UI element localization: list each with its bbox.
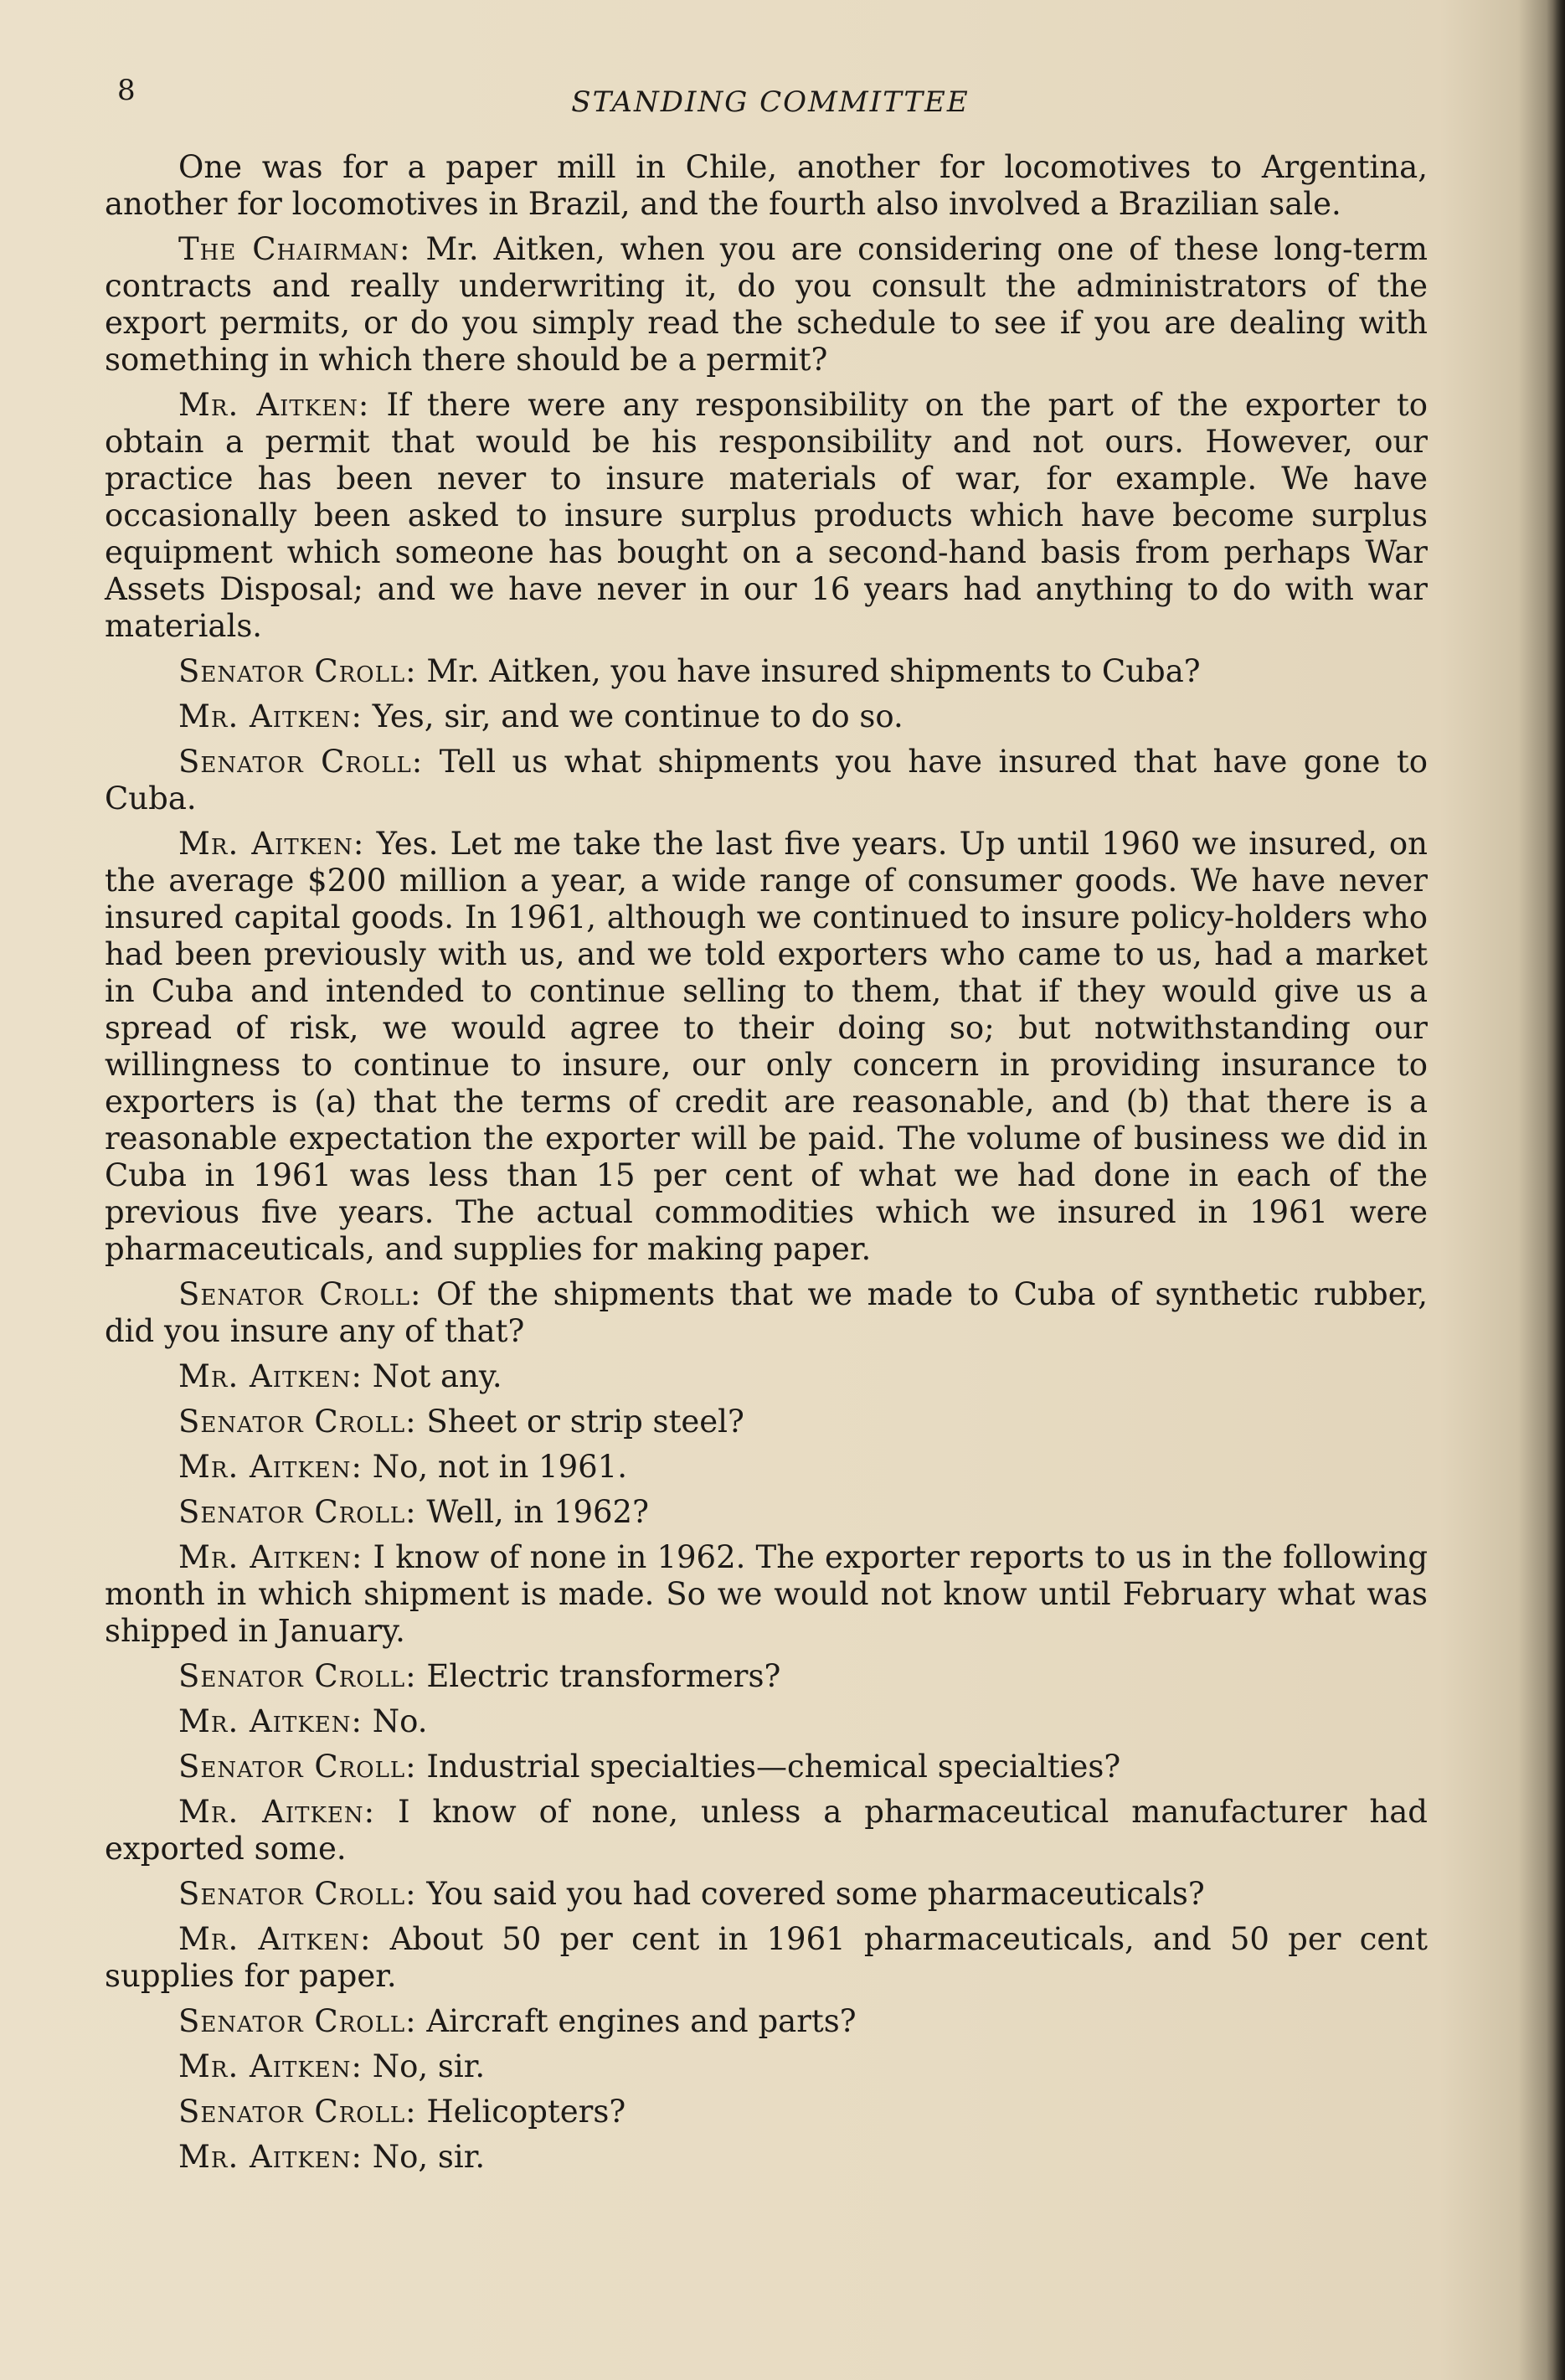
paragraph (105, 2094, 1428, 2130)
paragraph (105, 149, 1428, 223)
speaker-label: Mr. Aitken: (178, 826, 365, 862)
paragraph (105, 1358, 1428, 1395)
paragraph-text: Electric transformers? (426, 1658, 781, 1694)
paragraph (105, 1449, 1428, 1486)
speaker-label: Mr. Aitken: (178, 1921, 372, 1957)
paragraph-text: Sheet or strip steel? (426, 1404, 744, 1440)
speaker-label: Senator Croll: (178, 1749, 417, 1785)
paragraph-text: If there were any responsibility on the part of the exporter to obtain a permit that would be his responsibility and not ours. However, our practice has been never to insure materials of war, for example. We have occasionally been asked to insure surplus products which have become surplus equipment which someone has bought on a second-hand basis from perhaps War Assets Disposal; and we have never in our 16 years had anything to do with war materials. (105, 387, 1429, 644)
paragraph-text: Helicopters? (426, 2094, 626, 2130)
paragraph-text: No, sir. (372, 2139, 486, 2175)
speaker-label: Senator Croll: (178, 1876, 417, 1912)
speaker-label: Mr. Aitken: (178, 387, 370, 423)
paragraph-text: No. (372, 1703, 428, 1739)
speaker-label: Senator Croll: (178, 1494, 417, 1530)
speaker-label: Mr. Aitken: (178, 2139, 363, 2175)
paragraph (105, 231, 1428, 379)
paragraph (105, 826, 1428, 1268)
paragraph (105, 1658, 1428, 1695)
paragraph-text: Mr. Aitken, you have insured shipments to Cuba? (426, 653, 1201, 689)
paragraph-text: I know of none, unless a pharmaceutical manufacturer had exported some. (105, 1794, 1428, 1867)
paragraph (105, 1876, 1428, 1913)
paragraph (105, 1539, 1428, 1650)
paragraph-text: Yes, sir, and we continue to do so. (372, 698, 903, 734)
page-edge-shadow (1547, 0, 1565, 2380)
paragraph (105, 1703, 1428, 1740)
speaker-label: Mr. Aitken: (178, 698, 363, 734)
page-header (117, 74, 1423, 124)
speaker-label: Senator Croll: (178, 744, 424, 780)
paragraph-text: Mr. Aitken, when you are considering one of these long-term contracts and really underwriting it, do you consult the administrators of the export permits, or do you simply read the schedule to see if you are dealing with something in which there should be a permit? (105, 231, 1428, 378)
page-number: 8 (117, 74, 136, 107)
speaker-label: Senator Croll: (178, 2094, 417, 2130)
running-head: STANDING COMMITTEE (571, 85, 970, 119)
paragraph (105, 1794, 1428, 1867)
paragraph (105, 698, 1428, 735)
speaker-label: Senator Croll: (178, 2003, 417, 2039)
paragraph-text: Yes. Let me take the last five years. Up until 1960 we insured, on the average $200 million a year, a wide range of consumer goods. We have never insured capital goods. In 1961, although we continued to insure policy-holders who had been previously with us, and we told exporters who came to us, had a market in Cuba and intended to continue selling to them, that if they would give us a spread of risk, we would agree to their doing so; but notwithstanding our willingness to continue to insure, our only concern in providing insurance to exporters is (a) that the terms of credit are reasonable, and (b) that there is a reasonable expectation the exporter will be paid. The volume of business we did in Cuba in 1961 was less than 15 per cent of what we had done in each of the previous five years. The actual commodities which we insured in 1961 were pharmaceuticals, and supplies for making paper. (105, 826, 1429, 1267)
paragraph (105, 1276, 1428, 1350)
transcript-body (105, 149, 1428, 2184)
speaker-label: Mr. Aitken: (178, 2048, 363, 2084)
speaker-label: Mr. Aitken: (178, 1539, 363, 1575)
paragraph-text: Not any. (372, 1358, 502, 1394)
paragraph (105, 653, 1428, 690)
speaker-label: Mr. Aitken: (178, 1703, 363, 1739)
paragraph (105, 1749, 1428, 1785)
speaker-label: Senator Croll: (178, 653, 417, 689)
paragraph-text: Well, in 1962? (426, 1494, 649, 1530)
speaker-label: Senator Croll: (178, 1276, 422, 1312)
speaker-label: Senator Croll: (178, 1658, 417, 1694)
paragraph (105, 1494, 1428, 1531)
paragraph-text: No, sir. (372, 2048, 486, 2084)
paragraph (105, 1404, 1428, 1440)
paragraph-text: You said you had covered some pharmaceuticals? (426, 1876, 1205, 1912)
speaker-label: Mr. Aitken: (178, 1449, 363, 1485)
paragraph-text: About 50 per cent in 1961 pharmaceuticals, and 50 per cent supplies for paper. (105, 1921, 1428, 1994)
speaker-label: Mr. Aitken: (178, 1358, 363, 1394)
paragraph (105, 2139, 1428, 2176)
paragraph-text: Tell us what shipments you have insured that have gone to Cuba. (105, 744, 1429, 817)
speaker-label: Mr. Aitken: (178, 1794, 376, 1830)
paragraph-text: Industrial specialties—chemical specialties? (426, 1749, 1121, 1785)
paragraph-text: Of the shipments that we made to Cuba of synthetic rubber, did you insure any of that? (105, 1276, 1429, 1349)
paragraph-text: One was for a paper mill in Chile, another for locomotives to Argentina, another for locomotives in Brazil, and the fourth also involved a Brazilian sale. (105, 149, 1428, 222)
paragraph (105, 2003, 1428, 2040)
paragraph (105, 1921, 1428, 1995)
speaker-label: Senator Croll: (178, 1404, 417, 1440)
paragraph-text: No, not in 1961. (372, 1449, 627, 1485)
paragraph-text: I know of none in 1962. The exporter reports to us in the following month in which shipment is made. So we would not know until February what was shipped in January. (105, 1539, 1429, 1649)
paragraph (105, 744, 1428, 817)
paragraph-text: Aircraft engines and parts? (426, 2003, 857, 2039)
speaker-label: The Chairman: (178, 231, 411, 267)
paragraph (105, 387, 1428, 645)
paragraph (105, 2048, 1428, 2085)
